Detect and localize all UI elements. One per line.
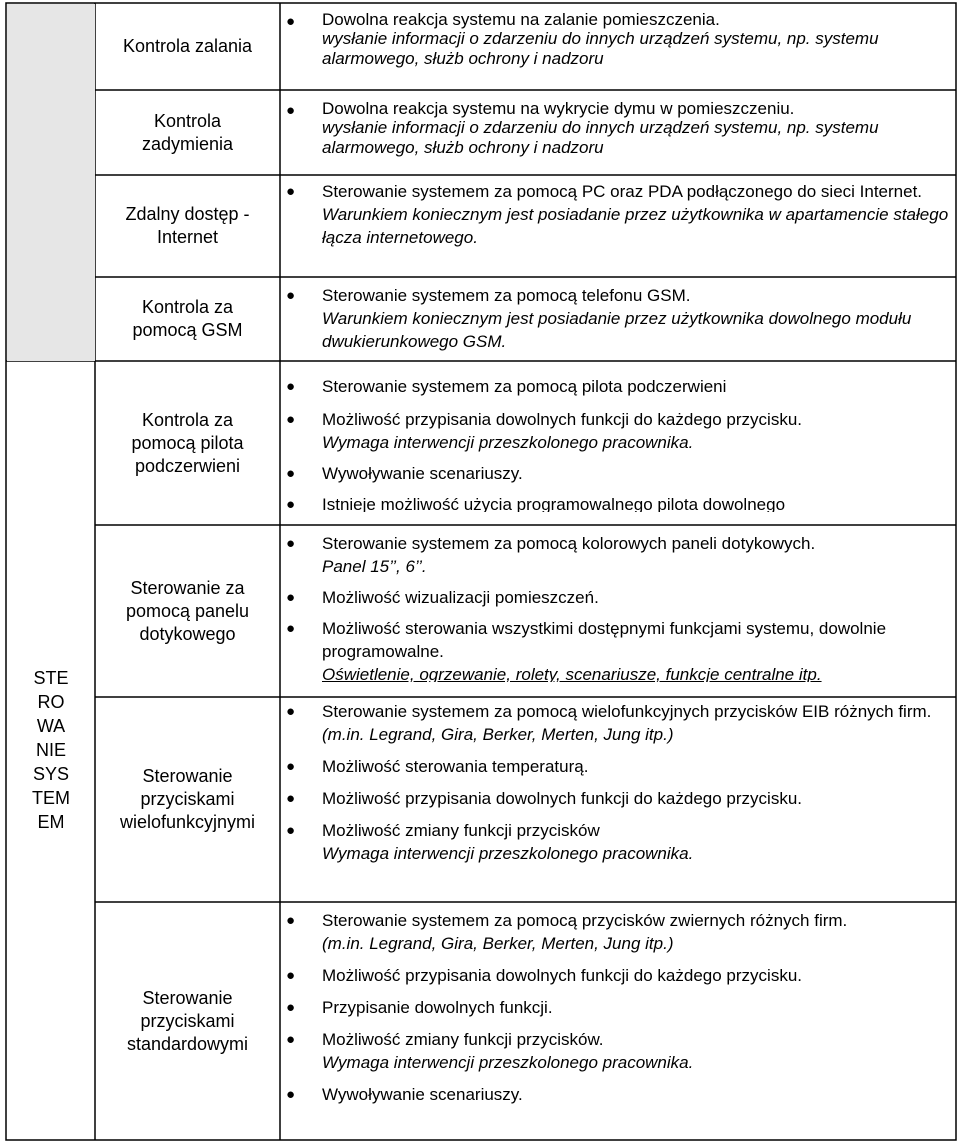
list-item: ● Sterowanie systemem za pomocą PC oraz PDA podłączonego do sieci Internet. Warunkiem koniecznym jest posiadanie przez użytkownika w apartamencie stałego łącza internetowego.: [286, 180, 954, 249]
list-item: ● Możliwość wizualizacji pomieszczeń.: [286, 586, 954, 609]
row-content-panel-dotykowy: [286, 532, 954, 682]
row-content-przyciski-wielofunkcyjne: [286, 700, 954, 865]
list-item: ● Istnieje możliwość użycia programowalnego pilota dowolnego: [286, 493, 954, 512]
section-label: [8, 362, 94, 1138]
list-item: ● Sterowanie systemem za pomocą wielofunkcyjnych przycisków EIB różnych firm. (m.in. Legrand, Gira, Berker, Merten, Jung itp.): [286, 700, 954, 746]
row-content-przyciski-standardowe: [286, 909, 954, 1106]
row-content-pilot-podczerwieni: [286, 375, 954, 512]
row-label-przyciski-wielofunkcyjne: Sterowanie przyciskami wielofunkcyjnymi: [119, 766, 256, 832]
row-label-kontrola-zadymienia: Kontrola zadymienia: [141, 110, 234, 154]
list-item: ● Przypisanie dowolnych funkcji.: [286, 996, 954, 1019]
list-item: ● Dowolna reakcja systemu na zalanie pomieszczenia. wysłanie informacji o zdarzeniu do innych urządzeń systemu, np. systemu alarmowego, służb ochrony i nadzoru: [286, 10, 954, 69]
row-label-zdalny-dostep: Zdalny dostęp - Internet: [125, 204, 250, 247]
row-content-kontrola-zadymienia: [286, 99, 954, 158]
list-item: ● Możliwość sterowania wszystkimi dostępnymi funkcjami systemu, dowolnie programowalne. Oświetlenie, ogrzewanie, rolety, scenariusze, funkcje centralne itp.: [286, 617, 954, 682]
row-label-kontrola-zalania: Kontrola zalania: [122, 36, 253, 56]
row-label-kontrola-gsm: Kontrola za pomocą GSM: [132, 297, 243, 340]
list-item: ● Dowolna reakcja systemu na wykrycie dymu w pomieszczeniu. wysłanie informacji o zdarzeniu do innych urządzeń systemu, np. systemu alarmowego, służb ochrony i nadzoru: [286, 99, 954, 158]
list-item: ● Wywoływanie scenariuszy.: [286, 1083, 954, 1106]
list-item: ● Sterowanie systemem za pomocą telefonu GSM. Warunkiem koniecznym jest posiadanie przez użytkownika dowolnego modułu dwukierunkowego GSM.: [286, 284, 954, 353]
list-item: ● Możliwość zmiany funkcji przycisków. Wymaga interwencji przeszkolonego pracownika.: [286, 1028, 954, 1074]
list-item: ● Możliwość przypisania dowolnych funkcji do każdego przycisku. Wymaga interwencji przeszkolonego pracownika.: [286, 408, 954, 454]
row-content-kontrola-gsm: [286, 284, 954, 353]
list-item: ● Wywoływanie scenariuszy.: [286, 462, 954, 485]
row-label-pilot-podczerwieni: Kontrola za pomocą pilota podczerwieni: [131, 409, 244, 476]
list-item: ● Sterowanie systemem za pomocą kolorowych paneli dotykowych. Panel 15’’, 6’’.: [286, 532, 954, 578]
row-content-kontrola-zalania: [286, 10, 954, 69]
section-label-text: STE RO WA NIE SYS TEM EM: [32, 668, 70, 832]
row-content-zdalny-dostep: [286, 180, 954, 249]
list-item: ● Możliwość zmiany funkcji przycisków Wymaga interwencji przeszkolonego pracownika.: [286, 819, 954, 865]
list-item: ● Sterowanie systemem za pomocą pilota podczerwieni: [286, 375, 954, 398]
row-label-panel-dotykowy: Sterowanie za pomocą panelu dotykowego: [125, 577, 250, 644]
list-item: ● Sterowanie systemem za pomocą przycisków zwiernych różnych firm. (m.in. Legrand, Gira, Berker, Merten, Jung itp.): [286, 909, 954, 955]
list-item: ● Możliwość przypisania dowolnych funkcji do każdego przycisku.: [286, 787, 954, 810]
row-label-przyciski-standardowe: Sterowanie przyciskami standardowymi: [126, 987, 249, 1054]
list-item: ● Możliwość przypisania dowolnych funkcji do każdego przycisku.: [286, 964, 954, 987]
list-item: ● Możliwość sterowania temperaturą.: [286, 755, 954, 778]
